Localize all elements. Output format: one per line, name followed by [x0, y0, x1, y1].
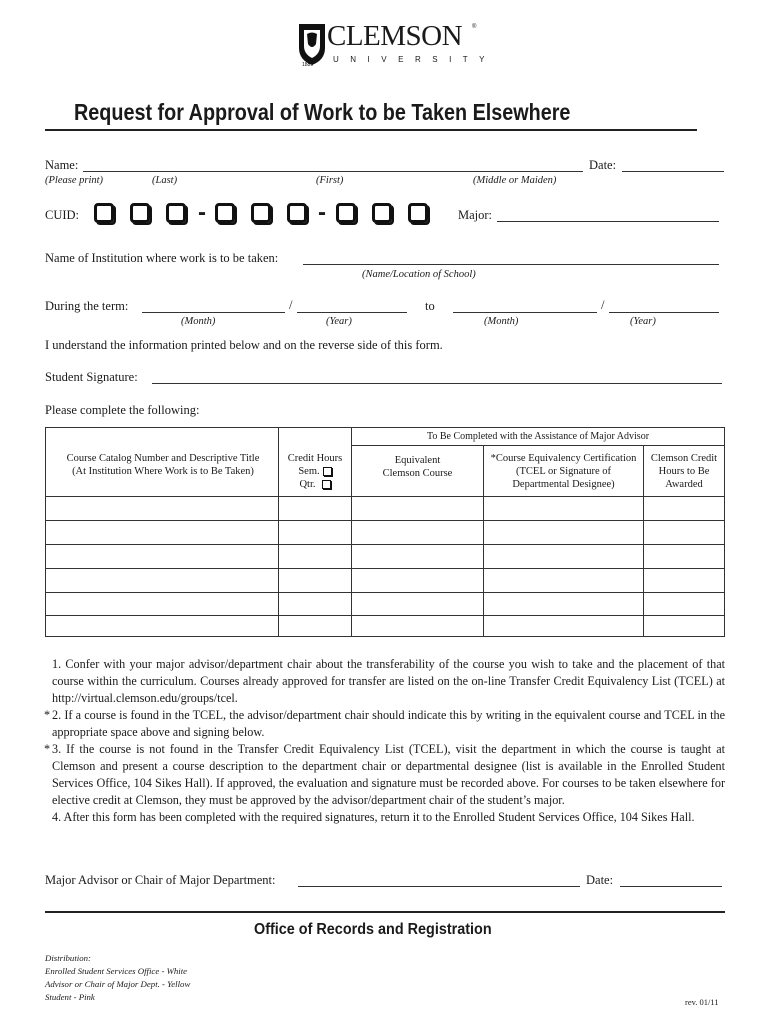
semester-checkbox[interactable] [323, 467, 332, 476]
please-complete: Please complete the following: [45, 403, 200, 417]
title-rule [45, 129, 697, 131]
sub-month: (Month) [181, 316, 216, 327]
logo-wordmark: CLEMSON [327, 20, 463, 52]
clemson-logo [297, 20, 497, 70]
distribution-yellow: Advisor or Chair of Major Dept. - Yellow [45, 979, 191, 989]
date-label: Date: [589, 158, 617, 172]
cuid-digit-box[interactable] [94, 203, 114, 223]
distribution-white: Enrolled Student Services Office - White [45, 966, 188, 976]
advisor-date-field[interactable] [620, 886, 722, 887]
advisor-date-label: Date: [586, 873, 614, 887]
advisor-label: Major Advisor or Chair of Major Department: [45, 873, 276, 887]
col-equivalent-header: Equivalent Clemson Course [382, 455, 453, 479]
institution-field[interactable] [303, 264, 719, 265]
term-to: to [425, 299, 435, 313]
table-row[interactable] [46, 520, 724, 521]
sub-year: (Year) [326, 316, 352, 327]
cuid-digit-box[interactable] [336, 203, 356, 223]
term-start-year-field[interactable] [297, 312, 407, 313]
instruction-2: * 2. If a course is found in the TCEL, the advisor/department chair should indicate this by writing in the equivalent course and TCEL in the appropriate space above and signing below. [44, 708, 725, 739]
revision-label: rev. 01/11 [685, 997, 719, 1007]
cuid-dash: - [318, 199, 326, 226]
term-slash: / [601, 298, 605, 312]
cuid-digit-box[interactable] [408, 203, 428, 223]
distribution-pink: Student - Pink [45, 992, 95, 1002]
quarter-checkbox[interactable] [322, 480, 331, 489]
logo-trademark: ® [472, 24, 477, 30]
advisor-banner: To Be Completed with the Assistance of Major Advisor [426, 431, 650, 442]
term-label: During the term: [45, 299, 129, 313]
sub-first: (First) [316, 175, 344, 186]
table-row[interactable] [46, 568, 724, 569]
form-title: Request for Approval of Work to be Taken Elsewhere [74, 99, 571, 125]
major-label: Major: [458, 208, 493, 222]
clemson-shield-icon [297, 22, 327, 66]
cuid-digit-box[interactable] [166, 203, 186, 223]
institution-label: Name of Institution where work is to be taken: [45, 251, 279, 265]
date-field[interactable] [622, 171, 724, 172]
table-row[interactable] [46, 544, 724, 545]
office-title: Office of Records and Registration [254, 921, 492, 938]
term-end-year-field[interactable] [609, 312, 719, 313]
cuid-digit-box[interactable] [251, 203, 271, 223]
table-row[interactable] [46, 615, 724, 616]
col-course-catalog-header: Course Catalog Number and Descriptive Title (At Institution Where Work is to Be Taken) [66, 453, 260, 477]
col-credit-hours-header: Credit Hours Sem. Qtr. [287, 453, 343, 490]
sub-please-print: (Please print) [45, 175, 104, 186]
sub-last: (Last) [152, 175, 178, 186]
table-row[interactable] [46, 592, 724, 593]
understand-statement: I understand the information printed below and on the reverse side of this form. [45, 338, 443, 352]
term-slash: / [289, 298, 293, 312]
sub-year: (Year) [630, 316, 656, 327]
logo-year: 1889 [302, 62, 314, 68]
instruction-3: * 3. If the course is not found in the Transfer Credit Equivalency List (TCEL), visit the department in which the course is taught at Clemson and present a course description to the department chair or departmental designee (list is available in the Enrolled Student Services Office, 104 Sikes Hall). If approved, the evaluation and signature must be recorded above. For courses to be taken elsewhere for elective credit at Clemson, they must be approved by the advisor/department chair of the student’s major. [44, 742, 725, 807]
table-row[interactable] [46, 496, 724, 497]
cuid-digit-box[interactable] [130, 203, 150, 223]
col-credit-awarded-header: Clemson Credit Hours to Be Awarded [650, 453, 718, 490]
instruction-1: 1. Confer with your major advisor/department chair about the transferability of the course you wish to take and the placement of that course within the curriculum. Courses already approved for transfer are listed on the on-line Transfer Credit Equivalency List (TCEL) at http://virtual.clemson.edu/groups/tcel. [52, 657, 725, 705]
term-end-month-field[interactable] [453, 312, 597, 313]
sub-middle: (Middle or Maiden) [473, 175, 557, 186]
cuid-digit-box[interactable] [372, 203, 392, 223]
instruction-4: 4. After this form has been completed with the required signatures, return it to the Enrolled Student Services Office, 104 Sikes Hall. [52, 810, 695, 824]
cuid-digit-box[interactable] [215, 203, 235, 223]
course-table [45, 427, 725, 637]
name-field[interactable] [83, 171, 583, 172]
signature-label: Student Signature: [45, 370, 138, 384]
sub-month: (Month) [484, 316, 519, 327]
term-start-month-field[interactable] [142, 312, 285, 313]
advisor-signature-field[interactable] [298, 886, 580, 887]
logo-university: UNIVERSITY [333, 55, 497, 64]
sub-name-location: (Name/Location of School) [362, 269, 476, 280]
cuid-digit-box[interactable] [287, 203, 307, 223]
student-signature-field[interactable] [152, 383, 722, 384]
col-certification-header: *Course Equivalency Certification (TCEL or Signature of Departmental Designee) [490, 453, 637, 490]
footer-rule [45, 911, 725, 913]
distribution-heading: Distribution: [45, 953, 91, 963]
name-label: Name: [45, 158, 79, 172]
cuid-label: CUID: [45, 208, 80, 222]
instructions [44, 656, 725, 826]
major-field[interactable] [497, 221, 719, 222]
cuid-dash: - [198, 199, 206, 226]
